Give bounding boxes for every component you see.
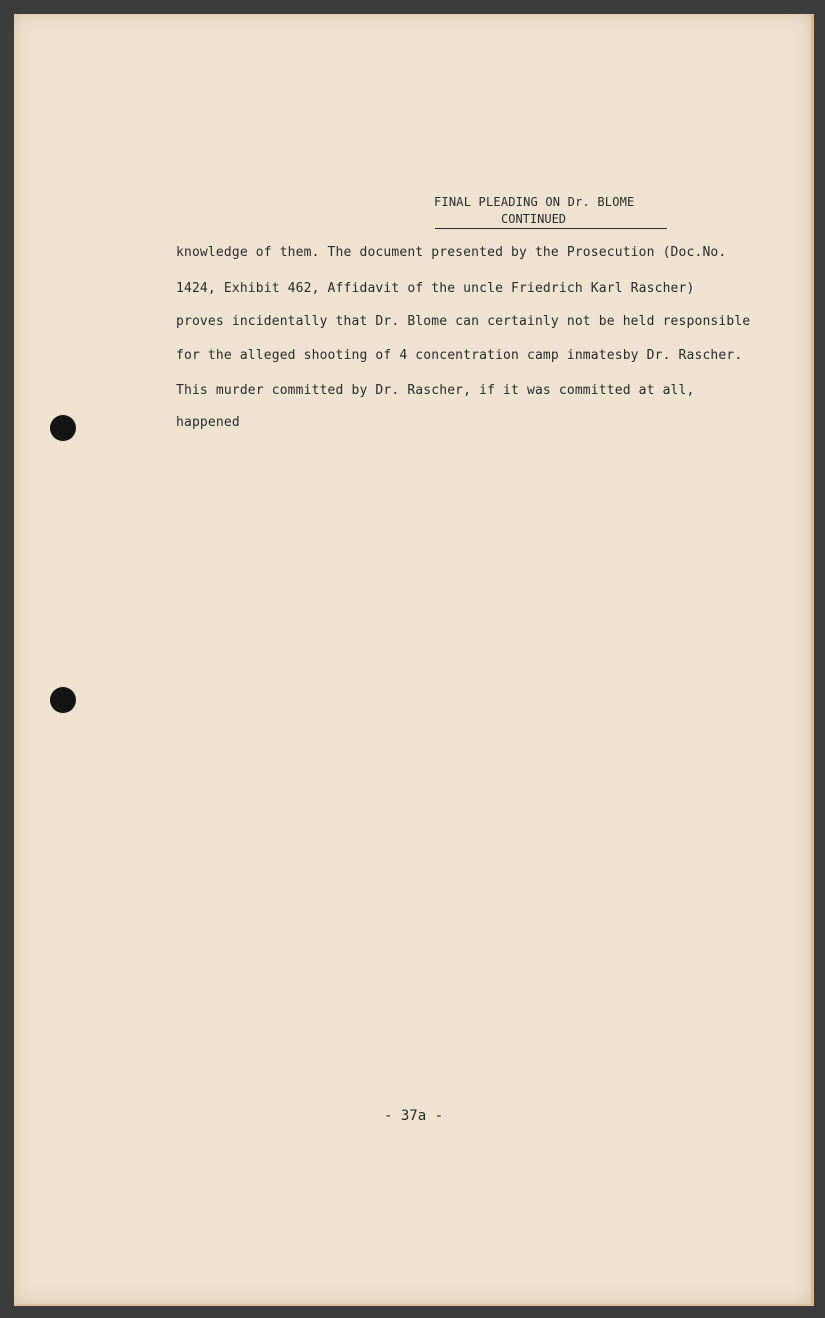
header-underline xyxy=(435,228,667,229)
punch-hole-upper xyxy=(50,415,76,441)
page-number: - 37a - xyxy=(384,1108,444,1124)
body-line: 1424, Exhibit 462, Affidavit of the uncle Friedrich Karl Rascher) xyxy=(176,281,695,296)
body-line: knowledge of them. The document presented by the Prosecution (Doc.No. xyxy=(176,245,727,260)
body-line: This murder committed by Dr. Rascher, if it was committed at all, xyxy=(176,383,695,398)
body-line: proves incidentally that Dr. Blome can certainly not be held responsible xyxy=(176,314,751,329)
body-line: for the alleged shooting of 4 concentration camp inmatesby Dr. Rascher. xyxy=(176,348,743,363)
header-subtitle: CONTINUED xyxy=(501,212,567,226)
punch-hole-lower xyxy=(50,687,76,713)
header-title: FINAL PLEADING ON Dr. BLOME xyxy=(434,195,635,209)
body-line: happened xyxy=(176,415,240,430)
